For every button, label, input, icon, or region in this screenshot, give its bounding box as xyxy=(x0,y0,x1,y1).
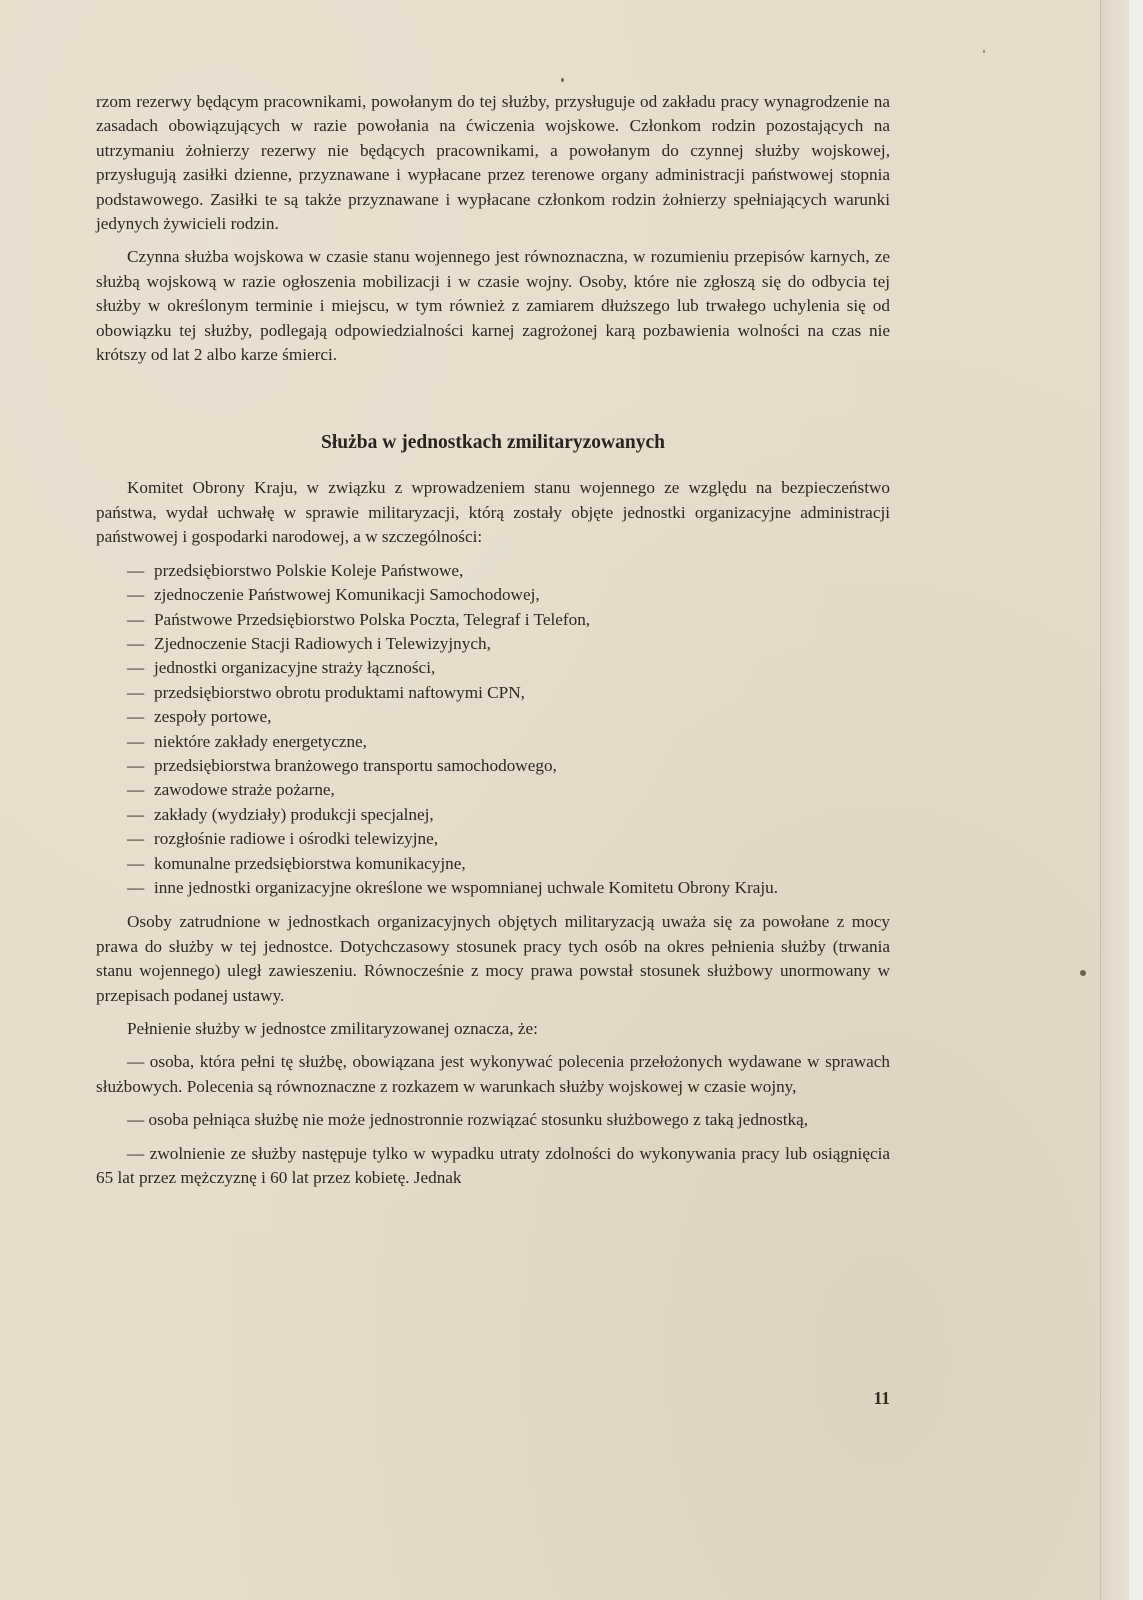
paragraph-dismissal: — zwolnienie ze służby następuje tylko w wypadku utraty zdolności do wykonywania pracy lub osiągnięcia 65 lat przez mężczyznę i 60 lat przez kobietę. Jednak xyxy=(96,1143,890,1188)
list-item xyxy=(96,730,890,754)
list-item-text: niektóre zakłady energetyczne, xyxy=(154,731,367,751)
paragraph-obey-orders: — osoba, która pełni tę służbę, obowiązana jest wykonywać polecenia przełożonych wydawane w sprawach służbowych. Polecenia są równoznaczne z rozkazem w warunkach służby wojskowej w czasie wojny, xyxy=(96,1052,890,1096)
page-number: 11 xyxy=(873,1388,890,1408)
militarized-units-list xyxy=(96,559,890,901)
list-dash: — xyxy=(127,755,145,775)
underlying-page-edge xyxy=(1100,0,1129,1600)
paragraph-continued: rzom rezerwy będącym pracownikami, powołanym do tej służby, przysługuje od zakładu pracy wynagrodzenie na zasadach obowiązujących w razie powołania na ćwiczenia wojskowe. Członkom rodzin pozostających na utrzymaniu żołnierzy rezerwy nie będących pracownikami, a powołanym do czynnej służby wojskowej, przysługują zasiłki dzienne, przyznawane i wypłacane przez terenowe organy administracji państwowej stopnia podstawowego. Zasiłki te są także przyznawane i wypłacane członkom rodzin żołnierzy spełniających warunki jedynych żywicieli rodzin. xyxy=(96,92,890,234)
list-item xyxy=(96,705,890,729)
list-item xyxy=(96,608,890,632)
list-item xyxy=(96,778,890,802)
list-dash: — xyxy=(127,780,145,800)
list-item-text: przedsiębiorstwo obrotu produktami naftowymi CPN, xyxy=(154,682,525,702)
list-item xyxy=(96,632,890,656)
list-item xyxy=(96,876,890,900)
section-heading: Służba w jednostkach zmilitaryzowanych xyxy=(321,432,665,454)
list-dash: — xyxy=(127,585,145,605)
list-dash: — xyxy=(127,609,145,629)
paragraph-employment-status: Osoby zatrudnione w jednostkach organizacyjnych objętych militaryzacją uważa się za powołane z mocy prawa do służby w tej jednostce. Dotychczasowy stosunek pracy tych osób na okres pełnienia służby (trwania stanu wojennego) uległ zawieszeniu. Równocześnie z mocy prawa powstał stosunek służbowy unormowany w przepisach podanej ustawy. xyxy=(96,912,890,1005)
list-dash: — xyxy=(127,804,145,824)
list-dash: — xyxy=(127,707,145,727)
list-item-text: jednostki organizacyjne straży łączności, xyxy=(154,658,436,678)
list-dash: — xyxy=(127,829,145,849)
list-item xyxy=(96,852,890,876)
paper-speck xyxy=(1080,970,1086,976)
list-item xyxy=(96,656,890,680)
list-item xyxy=(96,827,890,851)
list-item-text: przedsiębiorstwa branżowego transportu samochodowego, xyxy=(154,755,557,775)
list-item-text: komunalne przedsiębiorstwa komunikacyjne, xyxy=(154,853,466,873)
page-content xyxy=(96,90,890,1199)
list-item-text: Państwowe Przedsiębiorstwo Polska Poczta, Telegraf i Telefon, xyxy=(154,609,591,629)
list-dash: — xyxy=(127,658,145,678)
list-item-text: rozgłośnie radiowe i ośrodki telewizyjne, xyxy=(154,829,438,849)
list-dash: — xyxy=(127,731,145,751)
paper-speck xyxy=(561,78,564,82)
list-item xyxy=(96,583,890,607)
list-item xyxy=(96,559,890,583)
list-dash: — xyxy=(127,877,145,897)
list-item-text: inne jednostki organizacyjne określone we wspomnianej uchwale Komitetu Obrony Kraju. xyxy=(154,877,778,897)
list-dash: — xyxy=(127,682,145,702)
paragraph-service-meaning: Pełnienie służby w jednostce zmilitaryzowanej oznacza, że: xyxy=(127,1019,538,1038)
list-dash: — xyxy=(127,853,145,873)
list-item-text: Zjednoczenie Stacji Radiowych i Telewizyjnych, xyxy=(154,633,491,653)
list-item-text: zakłady (wydziały) produkcji specjalnej, xyxy=(154,804,434,824)
paragraph-intro: Komitet Obrony Kraju, w związku z wprowadzeniem stanu wojennego ze względu na bezpieczeństwo państwa, wydał uchwałę w sprawie militaryzacji, którą zostały objęte jednostki organizacyjne administracji państwowej i gospodarki narodowej, a w szczególności: xyxy=(96,478,890,547)
paragraph-no-termination: — osoba pełniąca służbę nie może jednostronnie rozwiązać stosunku służbowego z taką jednostką, xyxy=(127,1110,809,1130)
list-item xyxy=(96,681,890,705)
list-item-text: zespoły portowe, xyxy=(154,707,272,727)
list-item xyxy=(96,754,890,778)
list-item-text: zawodowe straże pożarne, xyxy=(154,780,335,800)
paragraph-military-service: Czynna służba wojskowa w czasie stanu wojennego jest równoznaczna, w rozumieniu przepisów karnych, ze służbą wojskową w razie ogłoszenia mobilizacji i w czasie wojny. Osoby, które nie zgłoszą się do odbycia tej służby w określonym terminie i miejscu, w tym również z zamiarem dłuższego lub trwałego uchylenia się od obowiązku tej służby, podlegają odpowiedzialności karnej zagrożonej karą pozbawienia wolności na czas nie krótszy od lat 2 albo karze śmierci. xyxy=(96,247,890,365)
list-item-text: zjednoczenie Państwowej Komunikacji Samochodowej, xyxy=(154,585,540,605)
list-dash: — xyxy=(127,560,145,580)
list-item-text: przedsiębiorstwo Polskie Koleje Państwowe, xyxy=(154,560,464,580)
list-dash: — xyxy=(127,633,145,653)
paper-speck xyxy=(983,50,985,53)
list-item xyxy=(96,803,890,827)
